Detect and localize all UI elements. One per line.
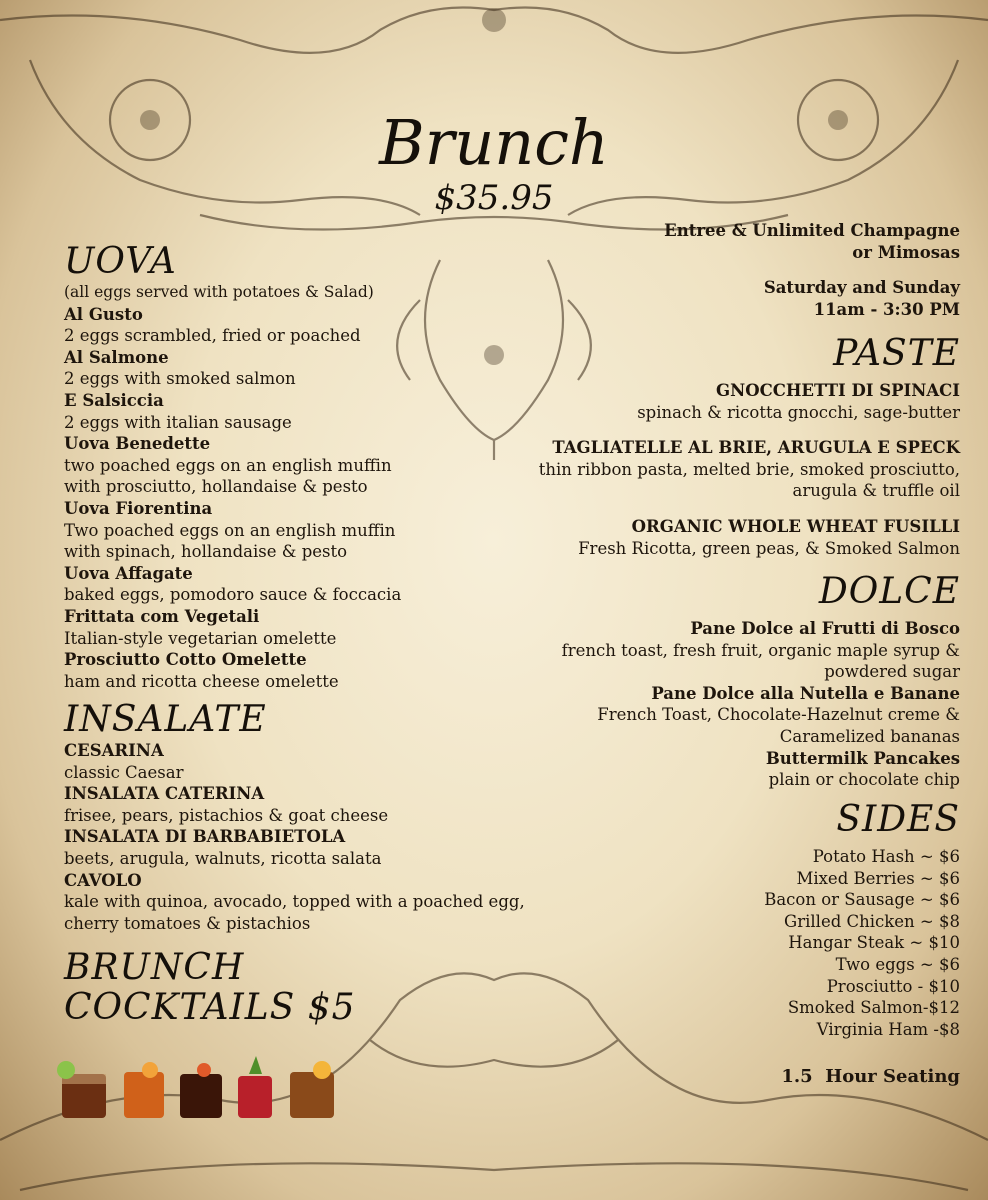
side-item: Potato Hash ~ $6 xyxy=(812,847,960,866)
item-desc: Two poached eggs on an english muffin xyxy=(64,520,396,540)
menu-item xyxy=(64,433,544,498)
menu-item xyxy=(500,683,960,748)
item-name: Uova Fiorentina xyxy=(64,498,213,518)
item-name: Buttermilk Pancakes xyxy=(765,748,960,768)
item-desc: plain or chocolate chip xyxy=(768,770,960,790)
dolce-heading: DOLCE xyxy=(818,571,960,612)
menu-item xyxy=(64,347,544,390)
item-desc: spinach & ricotta gnocchi, sage-butter xyxy=(637,402,960,422)
item-name: Al Salmone xyxy=(64,347,169,367)
item-desc: kale with quinoa, avocado, topped with a poached egg, xyxy=(64,892,525,912)
item-name: GNOCCHETTI DI SPINACI xyxy=(716,381,960,400)
menu-item xyxy=(64,740,544,783)
side-item: Bacon or Sausage ~ $6 xyxy=(764,890,960,910)
item-desc: ham and ricotta cheese omelette xyxy=(64,671,339,691)
item-name: Frittata com Vegetali xyxy=(64,606,260,626)
item-desc: two poached eggs on an english muffin xyxy=(64,455,392,475)
side-item: Grilled Chicken ~ $8 xyxy=(784,911,960,931)
item-desc: 2 eggs with smoked salmon xyxy=(64,369,296,389)
seating-note: 1.5 Hour Seating xyxy=(781,1066,960,1087)
menu-item xyxy=(64,606,544,649)
menu-price: $35.95 xyxy=(434,178,554,218)
item-name: INSALATA CATERINA xyxy=(64,784,265,804)
item-name: Pane Dolce al Frutti di Bosco xyxy=(690,619,960,638)
item-name: Uova Affagate xyxy=(64,563,193,583)
cocktails-heading-line2: COCKTAILS $5 xyxy=(64,987,356,1028)
item-desc: beets, arugula, walnuts, ricotta salata xyxy=(64,848,382,868)
menu-item xyxy=(500,437,960,502)
item-name: Pane Dolce alla Nutella e Banane xyxy=(651,683,960,703)
menu-item xyxy=(64,826,544,869)
menu-item xyxy=(64,870,544,935)
uova-heading: UOVA xyxy=(64,241,177,282)
item-desc: Italian-style vegetarian omelette xyxy=(64,628,337,648)
item-name: INSALATA DI BARBABIETOLA xyxy=(64,827,346,847)
cocktails-heading-line1: BRUNCH xyxy=(64,947,245,988)
menu-item xyxy=(500,516,960,559)
item-desc: cherry tomatoes & pistachios xyxy=(64,913,311,933)
info-line1: Entree & Unlimited Champagne xyxy=(664,221,960,240)
menu-title: Brunch xyxy=(379,106,609,179)
item-desc: Caramelized bananas xyxy=(779,726,960,746)
side-item: Two eggs ~ $6 xyxy=(835,954,960,974)
insalate-heading: INSALATE xyxy=(64,699,267,740)
insalate-section xyxy=(64,700,544,934)
item-name: TAGLIATELLE AL BRIE, ARUGULA E SPECK xyxy=(552,438,960,458)
side-item: Mixed Berries ~ $6 xyxy=(796,868,960,888)
item-desc: with prosciutto, hollandaise & pesto xyxy=(64,477,368,497)
info-section xyxy=(500,220,960,320)
item-desc: 2 eggs scrambled, fried or poached xyxy=(64,326,361,346)
item-desc: classic Caesar xyxy=(64,762,184,782)
item-desc: thin ribbon pasta, melted brie, smoked prosciutto, xyxy=(538,459,960,479)
menu-item xyxy=(500,618,960,683)
paste-section xyxy=(500,334,960,559)
item-name: CAVOLO xyxy=(64,870,142,890)
sides-section xyxy=(500,800,960,1040)
item-desc: 2 eggs with italian sausage xyxy=(64,412,292,432)
item-name: Uova Benedette xyxy=(64,434,211,454)
item-name: Prosciutto Cotto Omelette xyxy=(64,650,307,670)
side-item: Smoked Salmon-$12 xyxy=(787,998,960,1018)
item-desc: french toast, fresh fruit, organic maple syrup & xyxy=(561,640,960,660)
uova-note: (all eggs served with potatoes & Salad) xyxy=(64,283,374,301)
menu-item xyxy=(500,748,960,791)
menu-item xyxy=(500,380,960,423)
menu-item xyxy=(64,783,544,826)
item-desc: powdered sugar xyxy=(824,662,960,682)
item-desc: French Toast, Chocolate-Hazelnut creme & xyxy=(597,705,960,725)
side-item: Prosciutto - $10 xyxy=(826,976,960,996)
dolce-section xyxy=(500,572,960,791)
item-desc: Fresh Ricotta, green peas, & Smoked Salmon xyxy=(578,538,960,558)
info-hours: 11am - 3:30 PM xyxy=(813,299,960,319)
item-desc: baked eggs, pomodoro sauce & foccacia xyxy=(64,585,402,605)
item-desc: frisee, pears, pistachios & goat cheese xyxy=(64,805,389,825)
menu-item xyxy=(64,304,544,347)
cocktails-section xyxy=(64,948,544,1028)
menu-item xyxy=(64,498,544,563)
menu-item xyxy=(64,649,544,692)
uova-section xyxy=(64,242,544,692)
item-name: E Salsiccia xyxy=(64,390,164,410)
item-name: CESARINA xyxy=(64,741,164,760)
item-name: Al Gusto xyxy=(64,304,143,324)
side-item: Hangar Steak ~ $10 xyxy=(788,933,960,953)
sides-heading: SIDES xyxy=(836,799,960,840)
item-desc: with spinach, hollandaise & pesto xyxy=(64,542,348,562)
menu-item xyxy=(64,390,544,433)
side-item: Virginia Ham -$8 xyxy=(816,1019,960,1039)
info-days: Saturday and Sunday xyxy=(763,278,960,298)
menu-item xyxy=(64,563,544,606)
paste-heading: PASTE xyxy=(833,333,960,374)
item-desc: arugula & truffle oil xyxy=(792,481,960,501)
cocktail-glasses-icon xyxy=(44,1054,344,1124)
info-line2: or Mimosas xyxy=(852,242,960,262)
item-name: ORGANIC WHOLE WHEAT FUSILLI xyxy=(631,516,960,536)
